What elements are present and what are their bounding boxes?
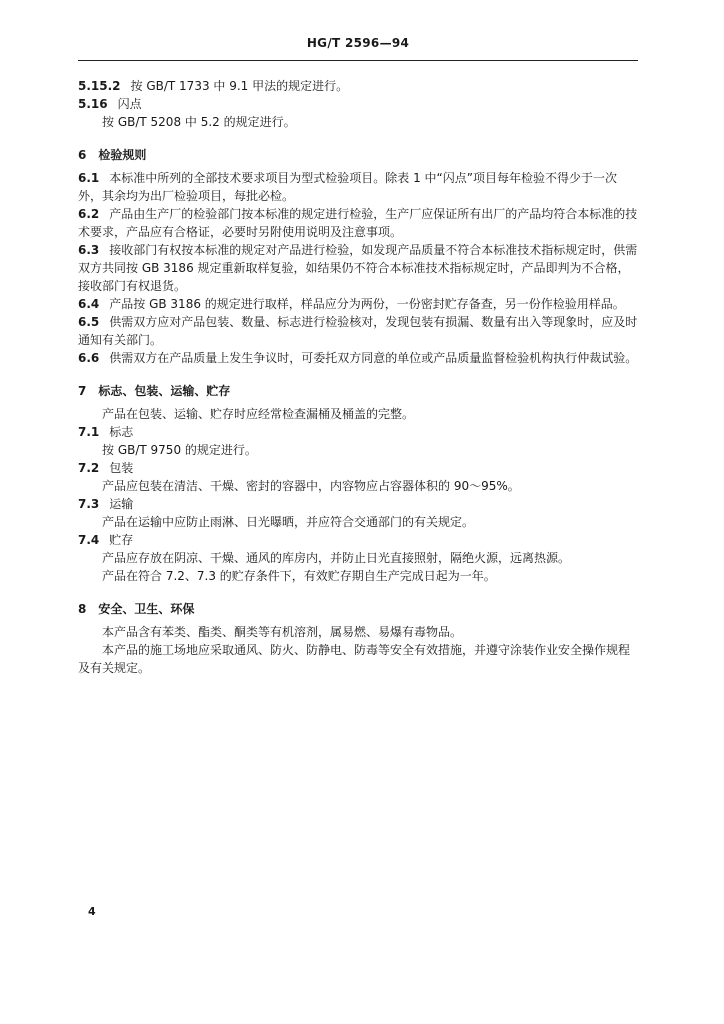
clause-6-6 bbox=[78, 349, 638, 367]
section-7-heading bbox=[78, 382, 638, 400]
clause-text: 产品由生产厂的检验部门按本标准的规定进行检验，生产厂应保证所有出厂的产品均符合本标准的技术要求，产品应有合格证，必要时另附使用说明及注意事项。 bbox=[78, 207, 638, 239]
clause-7-1 bbox=[78, 423, 638, 441]
clause-number: 6.1 bbox=[78, 171, 100, 185]
clause-number: 6.2 bbox=[78, 207, 100, 221]
clause-text: 产品按 GB 3186 的规定进行取样，样品应分为两份，一份密封贮存备查，另一份作检验用样品。 bbox=[109, 297, 625, 311]
clause-6-5 bbox=[78, 313, 638, 349]
section-number: 8 bbox=[78, 602, 87, 616]
clause-number: 5.16 bbox=[78, 97, 108, 111]
page-number: 4 bbox=[88, 905, 96, 918]
clause-7-4 bbox=[78, 531, 638, 549]
document-body bbox=[78, 77, 638, 677]
clause-number: 5.15.2 bbox=[78, 79, 121, 93]
clause-7-4-text-2: 产品在符合 7.2、7.3 的贮存条件下，有效贮存期自生产完成日起为一年。 bbox=[102, 569, 496, 583]
clause-6-3 bbox=[78, 241, 638, 295]
clause-text: 按 GB/T 1733 中 9.1 甲法的规定进行。 bbox=[130, 79, 349, 93]
clause-7-3-text: 产品在运输中应防止雨淋、日光曝晒，并应符合交通部门的有关规定。 bbox=[102, 515, 475, 529]
clause-7-2-text: 产品应包装在清洁、干燥、密封的容器中，内容物应占容器体积的 90～95%。 bbox=[102, 479, 520, 493]
clause-5-15-2 bbox=[78, 77, 638, 95]
clause-7-3 bbox=[78, 495, 638, 513]
clause-number: 7.1 bbox=[78, 425, 100, 439]
clause-number: 7.2 bbox=[78, 461, 100, 475]
clause-number: 6.5 bbox=[78, 315, 100, 329]
clause-number: 6.3 bbox=[78, 243, 100, 257]
clause-text: 接收部门有权按本标准的规定对产品进行检验，如发现产品质量不符合本标准技术指标规定时，供需双方共同按 GB 3186 规定重新取样复验，如结果仍不符合本标准技术指标规定时，产品即判为不合格，接收部门有权退货。 bbox=[78, 243, 638, 293]
section-8-paragraph-2: 本产品的施工场地应采取通风、防火、防静电、防毒等安全有效措施，并遵守涂装作业安全操作规程及有关规定。 bbox=[78, 643, 631, 675]
clause-number: 6.6 bbox=[78, 351, 100, 365]
clause-6-1 bbox=[78, 169, 638, 205]
section-title: 安全、卫生、环保 bbox=[98, 602, 195, 616]
section-7-intro: 产品在包装、运输、贮存时应经常检查漏桶及桶盖的完整。 bbox=[102, 407, 415, 421]
clause-7-1-text: 按 GB/T 9750 的规定进行。 bbox=[102, 443, 257, 457]
standard-code-header: HG/T 2596—94 bbox=[306, 36, 410, 50]
section-title: 检验规则 bbox=[98, 148, 147, 162]
clause-5-16-text: 按 GB/T 5208 中 5.2 的规定进行。 bbox=[102, 115, 296, 129]
clause-title: 运输 bbox=[109, 497, 134, 511]
clause-text: 本标准中所列的全部技术要求项目为型式检验项目。除表 1 中“闪点”项目每年检验不得少于一次外，其余均为出厂检验项目，每批必检。 bbox=[78, 171, 617, 203]
clause-7-2 bbox=[78, 459, 638, 477]
clause-text: 供需双方应对产品包装、数量、标志进行检验核对，发现包装有损漏、数量有出入等现象时，应及时通知有关部门。 bbox=[78, 315, 638, 347]
clause-number: 7.3 bbox=[78, 497, 100, 511]
clause-text: 供需双方在产品质量上发生争议时，可委托双方同意的单位或产品质量监督检验机构执行仲裁试验。 bbox=[109, 351, 638, 365]
clause-number: 7.4 bbox=[78, 533, 100, 547]
section-title: 标志、包装、运输、贮存 bbox=[98, 384, 231, 398]
clause-7-4-text-1: 产品应存放在阴凉、干燥、通风的库房内，并防止日光直接照射，隔绝火源，远离热源。 bbox=[102, 551, 571, 565]
clause-title: 贮存 bbox=[109, 533, 134, 547]
clause-number: 6.4 bbox=[78, 297, 100, 311]
clause-title: 标志 bbox=[109, 425, 134, 439]
section-8-paragraph-1: 本产品含有苯类、酯类、酮类等有机溶剂，属易燃、易爆有毒物品。 bbox=[102, 625, 463, 639]
section-number: 6 bbox=[78, 148, 87, 162]
clause-6-2 bbox=[78, 205, 638, 241]
section-number: 7 bbox=[78, 384, 87, 398]
clause-6-4 bbox=[78, 295, 638, 313]
header-rule bbox=[78, 60, 638, 61]
clause-5-16 bbox=[78, 95, 638, 113]
section-6-heading bbox=[78, 146, 638, 164]
clause-title: 包装 bbox=[109, 461, 134, 475]
clause-title: 闪点 bbox=[117, 97, 142, 111]
section-8-heading bbox=[78, 600, 638, 618]
